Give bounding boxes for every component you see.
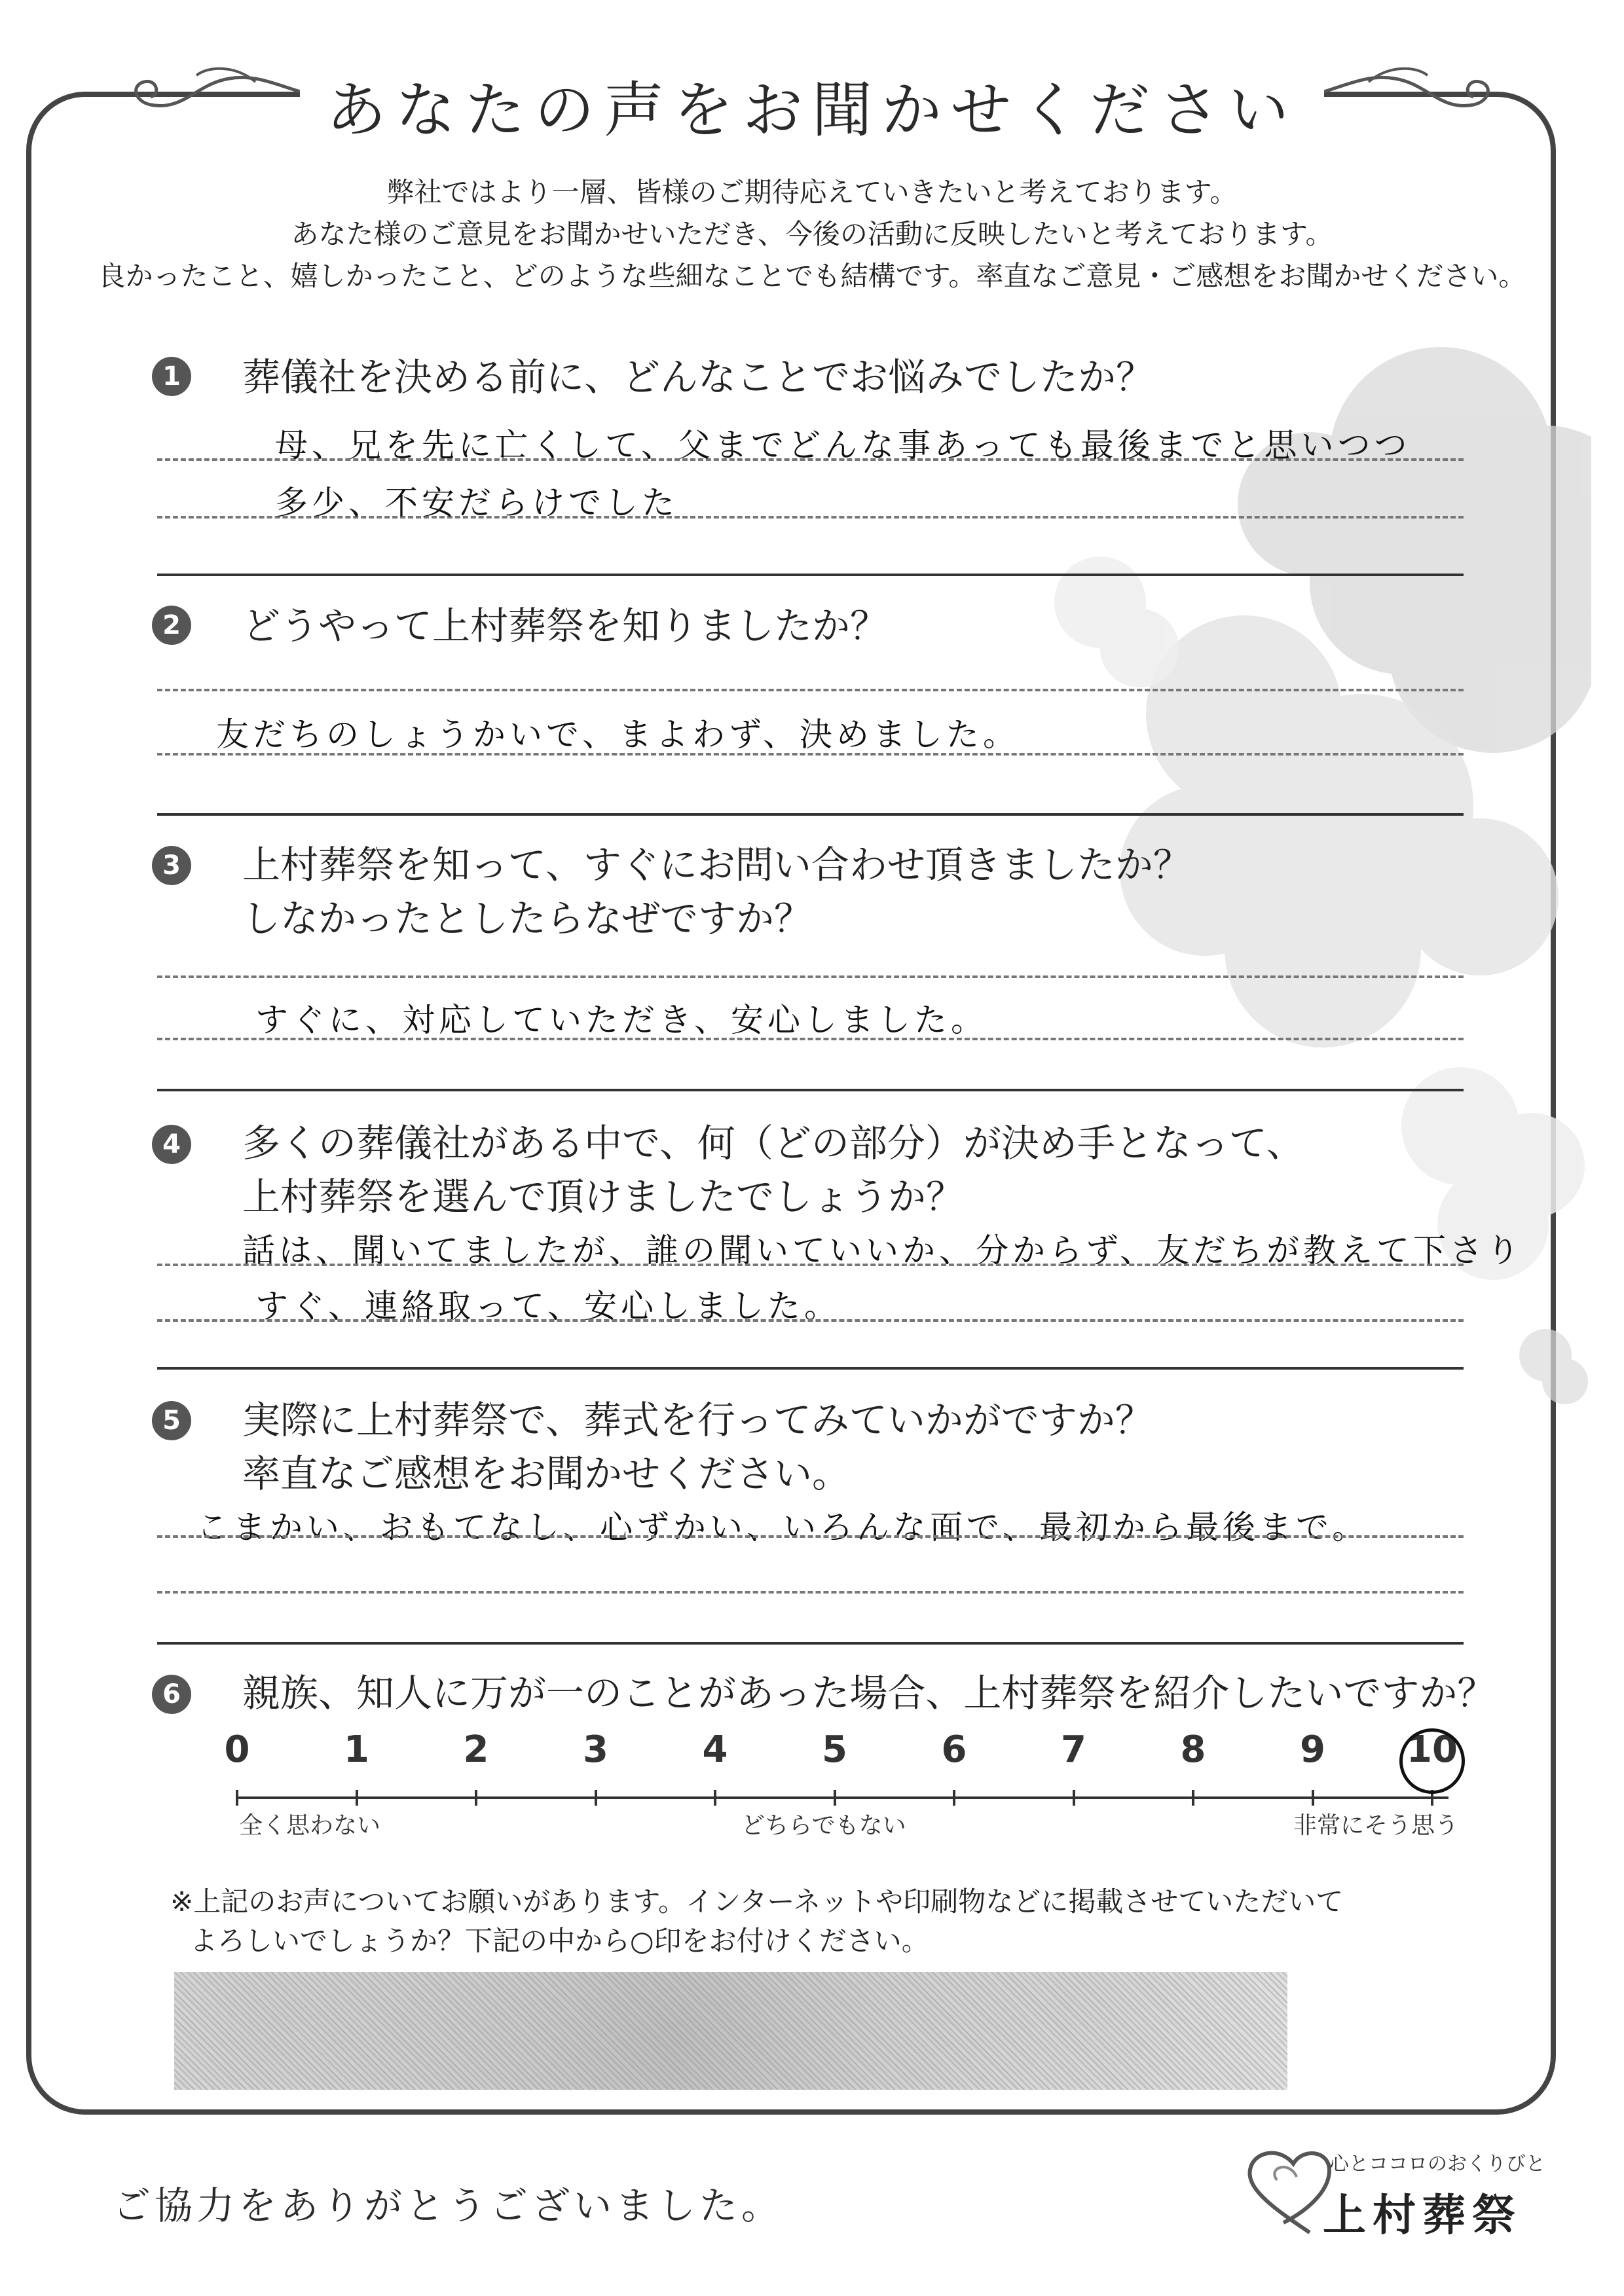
answer-1-line-1: 母、兄を先に亡くして、父までどんな事あっても最後までと思いつつ	[275, 426, 1411, 464]
thanks-message: ご協力をありがとうございました。	[113, 2183, 784, 2228]
scale-number-9[interactable]: 9	[1300, 1728, 1325, 1771]
answer-line	[157, 753, 1464, 756]
question-3-text-line-1: 上村葬祭を知って、すぐにお問い合わせ頂きましたか？	[242, 843, 1191, 887]
scale-number-10[interactable]: 10	[1407, 1728, 1458, 1771]
scale-number-2[interactable]: 2	[463, 1728, 489, 1771]
scale-tick	[475, 1790, 477, 1806]
rating-scale-line	[237, 1796, 1449, 1799]
answer-5-line-1: こまかい、おもてなし、心ずかい、いろんな面で、最初から最後まで。	[196, 1508, 1369, 1546]
answer-3-line-1: すぐに、対応していただき、安心しました。	[255, 1001, 987, 1039]
answer-line	[157, 1319, 1464, 1322]
intro-line: あなた様のご意見をお聞かせいただき、今後の活動に反映したいと考えております。	[291, 218, 1333, 250]
scale-tick	[1073, 1790, 1075, 1806]
section-divider	[157, 1089, 1464, 1091]
scale-number-5[interactable]: 5	[822, 1728, 847, 1771]
answer-line	[157, 1264, 1464, 1266]
question-6-text: 親族、知人に万が一のことがあった場合、上村葬祭を紹介したいですか？	[242, 1671, 1496, 1715]
question-1-text: 葬儀社を決める前に、どんなことでお悩みでしたか？	[242, 355, 1154, 399]
scale-number-1[interactable]: 1	[344, 1728, 369, 1771]
selected-rating-circle	[1399, 1728, 1465, 1794]
question-number-badge: 6	[152, 1675, 191, 1714]
consent-note-line-2: よろしいでしょうか？下記の中から○印をお付けください。	[190, 1925, 929, 1957]
scale-number-6[interactable]: 6	[941, 1728, 967, 1771]
answer-4-line-2: すぐ、連絡取って、安心しました。	[255, 1287, 841, 1325]
answer-line	[157, 975, 1464, 978]
question-number-badge: 5	[152, 1401, 191, 1440]
question-2-text: どうやって上村葬祭を知りましたか？	[242, 604, 889, 648]
page-title: あなたの声をお聞かせください	[300, 62, 1324, 149]
intro-text	[0, 172, 1624, 297]
scale-number-3[interactable]: 3	[583, 1728, 608, 1771]
scale-tick	[953, 1790, 955, 1806]
answer-line	[157, 1591, 1464, 1594]
answer-2-line-1: 友だちのしょうかいで、まよわず、決めました。	[216, 716, 1020, 754]
question-4-text-line-2: 上村葬祭を選んで頂けましたでしょうか？	[242, 1175, 965, 1219]
consent-note-line-1: ※上記のお声についてお願いがあります。インターネットや印刷物などに掲載させていただいて	[170, 1886, 1344, 1918]
section-divider	[157, 1367, 1464, 1370]
scale-tick	[356, 1790, 358, 1806]
question-5-text-line-2: 率直なご感想をお聞かせください。	[242, 1451, 851, 1496]
scale-tick	[714, 1790, 716, 1806]
redacted-area	[174, 1972, 1287, 2090]
section-divider	[157, 1642, 1464, 1645]
scale-tick	[236, 1790, 238, 1806]
scale-number-7[interactable]: 7	[1061, 1728, 1086, 1771]
question-number-badge: 1	[152, 357, 191, 396]
scale-tick	[1312, 1790, 1314, 1806]
scale-tick	[834, 1790, 836, 1806]
answer-line	[157, 1038, 1464, 1040]
logo-name: 上村葬祭	[1323, 2190, 1522, 2240]
answer-1-line-2: 多少、不安だらけでした	[275, 484, 678, 522]
scale-label-mid: どちらでもない	[741, 1812, 906, 1839]
question-3-text-line-2: しなかったとしたらなぜですか？	[242, 896, 813, 941]
title-wrap	[0, 62, 1624, 149]
scale-tick	[1192, 1790, 1194, 1806]
question-number-badge: 2	[152, 606, 191, 645]
answer-4-line-1: 話は、聞いてましたが、誰の聞いていいか、分からず、友だちが教えて下さり	[242, 1231, 1523, 1269]
scale-number-0[interactable]: 0	[224, 1728, 250, 1771]
intro-line: 良かったこと、嬉しかったこと、どのような些細なことでも結構です。率直なご意見・ご感想をお聞かせください。	[98, 260, 1526, 292]
scale-tick	[595, 1790, 597, 1806]
section-divider	[157, 813, 1464, 816]
section-divider	[157, 574, 1464, 576]
scale-label-low: 全く思わない	[239, 1812, 381, 1839]
scale-number-8[interactable]: 8	[1180, 1728, 1206, 1771]
answer-line	[157, 689, 1464, 691]
logo-tagline: 心とココロのおくりびと	[1329, 2153, 1545, 2176]
question-number-badge: 4	[152, 1125, 191, 1164]
answer-line	[157, 1535, 1464, 1538]
question-number-badge: 3	[152, 846, 191, 885]
scale-label-high: 非常にそう思う	[1293, 1812, 1459, 1839]
intro-line: 弊社ではより一層、皆様のご期待応えていきたいと考えております。	[386, 176, 1238, 208]
question-5-text-line-1: 実際に上村葬祭で、葬式を行ってみていかがですか？	[242, 1398, 1153, 1442]
scale-number-4[interactable]: 4	[702, 1728, 728, 1771]
question-4-text-line-1: 多くの葬儀社がある中で、何（どの部分）が決め手となって、	[242, 1121, 1304, 1165]
